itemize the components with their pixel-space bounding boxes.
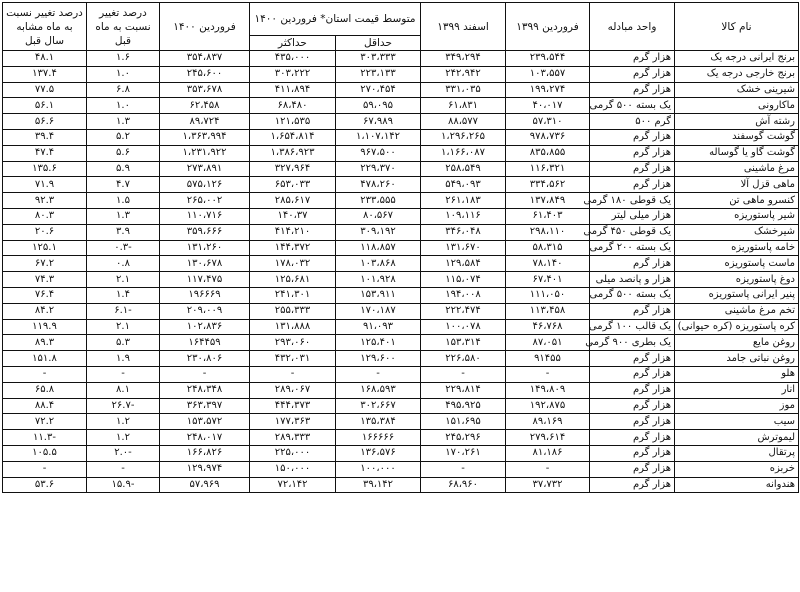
min-price-cell: ۱۰۰،۰۰۰ (336, 461, 421, 477)
header-farvardin-1400: فروردین ۱۴۰۰ (160, 3, 250, 51)
max-price-cell: ۲۹۳،۰۶۰ (250, 335, 336, 351)
min-price-cell: ۱۲۹،۶۰۰ (336, 351, 421, 367)
farvardin-1399-cell: ۶۷،۴۰۱ (506, 272, 590, 288)
table-row (3, 382, 799, 398)
min-price-cell: ۱۶۸،۵۹۳ (336, 382, 421, 398)
table-row (3, 161, 799, 177)
farvardin-1400-cell: ۱۲۹،۹۷۴ (160, 461, 250, 477)
change-year-cell: ۴۷.۴ (3, 145, 87, 161)
header-farvardin-1399: فروردین ۱۳۹۹ (506, 3, 590, 51)
table-row (3, 335, 799, 351)
farvardin-1400-cell: ۵۷،۹۶۹ (160, 477, 250, 493)
table-row (3, 224, 799, 240)
table-row (3, 82, 799, 98)
change-month-cell: ۵.۲ (87, 129, 160, 145)
farvardin-1400-cell: ۲۶۵،۰۰۲ (160, 193, 250, 209)
change-month-cell: ۵.۳ (87, 335, 160, 351)
change-month-cell: ۵.۹ (87, 161, 160, 177)
unit-cell: هزار گرم (590, 82, 675, 98)
unit-cell: یک قالب ۱۰۰ گرمی (590, 319, 675, 335)
change-year-cell: ۸۸.۴ (3, 398, 87, 414)
change-month-cell: ۱.۵ (87, 193, 160, 209)
max-price-cell: ۱۴۰،۳۷ (250, 208, 336, 224)
farvardin-1399-cell: ۸۹،۱۶۹ (506, 414, 590, 430)
change-month-cell: ۱.۴ (87, 287, 160, 303)
max-price-cell: ۴۱۱،۸۹۴ (250, 82, 336, 98)
min-price-cell: ۳۰۳،۳۳۳ (336, 51, 421, 67)
unit-cell: هزار گرم (590, 398, 675, 414)
min-price-cell: ۳۰۹،۱۹۲ (336, 224, 421, 240)
price-table (2, 2, 799, 493)
farvardin-1399-cell: ۱۴۹،۸۰۹ (506, 382, 590, 398)
farvardin-1399-cell: ۲۷۹،۶۱۴ (506, 430, 590, 446)
change-month-cell: ۱.۳ (87, 114, 160, 130)
unit-cell: هزار گرم (590, 51, 675, 67)
farvardin-1400-cell: ۱۵۳،۵۷۲ (160, 414, 250, 430)
farvardin-1400-cell: ۸۹،۷۲۴ (160, 114, 250, 130)
farvardin-1400-cell: ۲۰۹،۰۰۹ (160, 303, 250, 319)
farvardin-1399-cell: - (506, 366, 590, 382)
change-year-cell: ۵۶.۱ (3, 98, 87, 114)
change-month-cell: -۲.۰ (87, 445, 160, 461)
esfand-1399-cell: ۲۲۶،۵۸۰ (421, 351, 506, 367)
farvardin-1400-cell: ۲۴۸،۳۴۸ (160, 382, 250, 398)
farvardin-1400-cell: ۳۶۳،۳۹۷ (160, 398, 250, 414)
change-year-cell: ۳۹.۴ (3, 129, 87, 145)
max-price-cell: ۱۷۸،۰۳۲ (250, 256, 336, 272)
change-year-cell: ۷۴.۳ (3, 272, 87, 288)
min-price-cell: ۱۵۳،۹۱۱ (336, 287, 421, 303)
change-year-cell: ۱۱۹.۹ (3, 319, 87, 335)
max-price-cell: ۶۵۳،۰۳۳ (250, 177, 336, 193)
max-price-cell: ۴۴۴،۳۷۳ (250, 398, 336, 414)
farvardin-1400-cell: ۱۱۷،۴۷۵ (160, 272, 250, 288)
unit-cell: گرم ۵۰۰ (590, 114, 675, 130)
farvardin-1400-cell: ۱۰۲،۸۳۶ (160, 319, 250, 335)
min-price-cell: ۳۹،۱۴۲ (336, 477, 421, 493)
change-month-cell: ۱.۲ (87, 414, 160, 430)
table-row (3, 430, 799, 446)
max-price-cell: ۳۲۷،۹۶۴ (250, 161, 336, 177)
change-year-cell: ۱۲۵.۱ (3, 240, 87, 256)
header-max: حداکثر (250, 36, 336, 51)
unit-cell: هزار میلی لیتر (590, 208, 675, 224)
unit-cell: هزار گرم (590, 161, 675, 177)
farvardin-1400-cell: ۳۵۳،۶۷۸ (160, 82, 250, 98)
farvardin-1400-cell: ۳۵۹،۶۶۶ (160, 224, 250, 240)
change-month-cell: ۱.۳ (87, 208, 160, 224)
esfand-1399-cell: ۱۰۹،۱۱۶ (421, 208, 506, 224)
change-month-cell: ۴.۷ (87, 177, 160, 193)
farvardin-1399-cell: ۱۳۷،۸۴۹ (506, 193, 590, 209)
min-price-cell: ۴۷۸،۲۶۰ (336, 177, 421, 193)
unit-cell: هزار گرم (590, 66, 675, 82)
item-name-cell: موز (675, 398, 799, 414)
unit-cell: هزار گرم (590, 477, 675, 493)
farvardin-1399-cell: ۲۳۹،۵۴۴ (506, 51, 590, 67)
farvardin-1400-cell: - (160, 366, 250, 382)
esfand-1399-cell: ۱۳۱،۶۷۰ (421, 240, 506, 256)
item-name-cell: روغن مایع (675, 335, 799, 351)
max-price-cell: - (250, 366, 336, 382)
unit-cell: هزار گرم (590, 145, 675, 161)
unit-cell: هزار گرم (590, 445, 675, 461)
change-year-cell: ۱۵۱.۸ (3, 351, 87, 367)
min-price-cell: ۲۳۳،۵۵۵ (336, 193, 421, 209)
item-name-cell: روغن نباتی جامد (675, 351, 799, 367)
max-price-cell: ۱۴۴،۳۷۲ (250, 240, 336, 256)
change-year-cell: - (3, 461, 87, 477)
unit-cell: هزار گرم (590, 430, 675, 446)
change-year-cell: ۸۴.۲ (3, 303, 87, 319)
min-price-cell: ۱۷۰،۱۸۷ (336, 303, 421, 319)
farvardin-1399-cell: - (506, 461, 590, 477)
header-change-month: درصد تغییر نسبت به ماه قبل (87, 3, 160, 51)
item-name-cell: خامه پاستوریزه (675, 240, 799, 256)
farvardin-1399-cell: ۶۱،۴۰۳ (506, 208, 590, 224)
farvardin-1399-cell: ۳۳۴،۵۶۲ (506, 177, 590, 193)
esfand-1399-cell: ۱،۲۹۶،۲۶۵ (421, 129, 506, 145)
item-name-cell: لیموترش (675, 430, 799, 446)
change-month-cell: ۱.۶ (87, 51, 160, 67)
farvardin-1400-cell: ۱۱۰،۷۱۶ (160, 208, 250, 224)
min-price-cell: ۹۶۷،۵۰۰ (336, 145, 421, 161)
max-price-cell: ۳۰۳،۲۲۲ (250, 66, 336, 82)
unit-cell: هزار گرم (590, 256, 675, 272)
change-year-cell: ۲۰.۶ (3, 224, 87, 240)
change-month-cell: -۰.۳ (87, 240, 160, 256)
farvardin-1399-cell: ۷۸،۱۴۰ (506, 256, 590, 272)
table-row (3, 51, 799, 67)
max-price-cell: ۴۳۲،۰۳۱ (250, 351, 336, 367)
farvardin-1399-cell: ۹۷۸،۷۳۶ (506, 129, 590, 145)
farvardin-1399-cell: ۱۱۳،۴۵۸ (506, 303, 590, 319)
table-body (3, 51, 799, 493)
farvardin-1400-cell: ۲۷۳،۸۹۱ (160, 161, 250, 177)
table-row (3, 145, 799, 161)
max-price-cell: ۱۳۱،۸۸۸ (250, 319, 336, 335)
min-price-cell: ۱۶۶۶۶۶ (336, 430, 421, 446)
change-year-cell: ۷۱.۹ (3, 177, 87, 193)
farvardin-1399-cell: ۸۳۵،۸۵۵ (506, 145, 590, 161)
item-name-cell: خربزه (675, 461, 799, 477)
change-month-cell: ۱.۰ (87, 98, 160, 114)
table-row (3, 287, 799, 303)
change-month-cell: ۲.۱ (87, 272, 160, 288)
farvardin-1399-cell: ۴۰،۰۱۷ (506, 98, 590, 114)
change-month-cell: ۱.۰ (87, 66, 160, 82)
change-year-cell: ۷۲.۲ (3, 414, 87, 430)
unit-cell: هزار گرم (590, 382, 675, 398)
change-year-cell: ۱۳۷.۴ (3, 66, 87, 82)
max-price-cell: ۱۵۰،۰۰۰ (250, 461, 336, 477)
change-year-cell: ۸۹.۳ (3, 335, 87, 351)
max-price-cell: ۲۵۵،۳۳۳ (250, 303, 336, 319)
esfand-1399-cell: ۱۱۵،۰۷۴ (421, 272, 506, 288)
farvardin-1399-cell: ۱۹۲،۸۷۵ (506, 398, 590, 414)
min-price-cell: ۱۲۵،۴۰۱ (336, 335, 421, 351)
farvardin-1400-cell: ۲۳۰،۸۰۶ (160, 351, 250, 367)
farvardin-1399-cell: ۵۸،۳۱۵ (506, 240, 590, 256)
min-price-cell: ۸۰،۵۶۷ (336, 208, 421, 224)
unit-cell: یک بسته ۵۰۰ گرمی (590, 98, 675, 114)
item-name-cell: کره پاستوریزه (کره حیوانی) (675, 319, 799, 335)
max-price-cell: ۲۸۹،۳۳۳ (250, 430, 336, 446)
farvardin-1399-cell: ۱۰۳،۵۵۷ (506, 66, 590, 82)
table-row (3, 477, 799, 493)
esfand-1399-cell: ۶۱،۸۳۱ (421, 98, 506, 114)
item-name-cell: تخم مرغ ماشینی (675, 303, 799, 319)
esfand-1399-cell: ۲۴۲،۹۴۲ (421, 66, 506, 82)
max-price-cell: ۷۲،۱۴۲ (250, 477, 336, 493)
item-name-cell: گوشت گاو یا گوساله (675, 145, 799, 161)
change-year-cell: ۸۰.۳ (3, 208, 87, 224)
table-row (3, 129, 799, 145)
change-month-cell: - (87, 461, 160, 477)
table-row (3, 398, 799, 414)
change-month-cell: - (87, 366, 160, 382)
max-price-cell: ۴۳۵،۰۰۰ (250, 51, 336, 67)
change-year-cell: ۱۳۵.۶ (3, 161, 87, 177)
table-row (3, 366, 799, 382)
min-price-cell: ۲۲۹،۳۷۰ (336, 161, 421, 177)
esfand-1399-cell: - (421, 366, 506, 382)
change-month-cell: -۶.۱ (87, 303, 160, 319)
farvardin-1399-cell: ۵۷،۳۱۰ (506, 114, 590, 130)
farvardin-1399-cell: ۱۹۹،۲۷۴ (506, 82, 590, 98)
change-year-cell: ۶۷.۲ (3, 256, 87, 272)
table-row (3, 208, 799, 224)
esfand-1399-cell: ۱۵۳،۳۱۴ (421, 335, 506, 351)
farvardin-1400-cell: ۱۶۶،۸۲۶ (160, 445, 250, 461)
min-price-cell: ۱،۱۰۷،۱۴۲ (336, 129, 421, 145)
change-year-cell: ۱۰۵.۵ (3, 445, 87, 461)
unit-cell: یک قوطی ۴۵۰ گرمی (590, 224, 675, 240)
min-price-cell: ۵۹،۰۹۵ (336, 98, 421, 114)
min-price-cell: ۲۷۰،۴۵۴ (336, 82, 421, 98)
change-month-cell: ۲.۱ (87, 319, 160, 335)
farvardin-1399-cell: ۲۹۸،۱۱۰ (506, 224, 590, 240)
unit-cell: یک بسته ۲۰۰ گرمی (590, 240, 675, 256)
item-name-cell: ماکارونی (675, 98, 799, 114)
farvardin-1400-cell: ۶۲،۴۵۸ (160, 98, 250, 114)
unit-cell: هزار گرم (590, 129, 675, 145)
table-row (3, 414, 799, 430)
farvardin-1400-cell: ۱۳۰،۶۷۸ (160, 256, 250, 272)
unit-cell: هزار گرم (590, 351, 675, 367)
max-price-cell: ۱،۳۸۶،۹۲۳ (250, 145, 336, 161)
esfand-1399-cell: ۱۰۰،۰۷۸ (421, 319, 506, 335)
change-year-cell: ۹۲.۳ (3, 193, 87, 209)
item-name-cell: هندوانه (675, 477, 799, 493)
change-month-cell: ۵.۶ (87, 145, 160, 161)
esfand-1399-cell: - (421, 461, 506, 477)
change-year-cell: ۵۳.۶ (3, 477, 87, 493)
item-name-cell: انار (675, 382, 799, 398)
unit-cell: هزار گرم (590, 177, 675, 193)
header-esfand-1399: اسفند ۱۳۹۹ (421, 3, 506, 51)
esfand-1399-cell: ۱۹۴،۰۰۸ (421, 287, 506, 303)
change-year-cell: - (3, 366, 87, 382)
change-month-cell: ۳.۹ (87, 224, 160, 240)
item-name-cell: هلو (675, 366, 799, 382)
farvardin-1399-cell: ۱۱۱،۰۵۰ (506, 287, 590, 303)
table-row (3, 445, 799, 461)
unit-cell: هزار گرم (590, 303, 675, 319)
change-month-cell: -۲۶.۷ (87, 398, 160, 414)
item-name-cell: گوشت گوسفند (675, 129, 799, 145)
max-price-cell: ۶۸،۴۸۰ (250, 98, 336, 114)
esfand-1399-cell: ۳۳۱،۰۳۵ (421, 82, 506, 98)
farvardin-1399-cell: ۴۶،۷۶۸ (506, 319, 590, 335)
change-month-cell: ۶.۸ (87, 82, 160, 98)
unit-cell: هزار گرم (590, 366, 675, 382)
item-name-cell: ماست پاستوریزه (675, 256, 799, 272)
header-change-year: درصد تغییر نسبت به ماه مشابه سال قبل (3, 3, 87, 51)
table-row (3, 461, 799, 477)
change-year-cell: ۷۶.۴ (3, 287, 87, 303)
esfand-1399-cell: ۴۹۵،۹۲۵ (421, 398, 506, 414)
item-name-cell: شیر پاستوریزه (675, 208, 799, 224)
min-price-cell: ۱۰۱،۹۲۸ (336, 272, 421, 288)
change-month-cell: ۱.۲ (87, 430, 160, 446)
esfand-1399-cell: ۲۲۲،۴۷۴ (421, 303, 506, 319)
min-price-cell: ۶۷،۹۸۹ (336, 114, 421, 130)
table-row (3, 177, 799, 193)
esfand-1399-cell: ۲۲۹،۸۱۴ (421, 382, 506, 398)
unit-cell: هزار گرم (590, 414, 675, 430)
table-row (3, 114, 799, 130)
farvardin-1399-cell: ۸۷،۰۵۱ (506, 335, 590, 351)
table-row (3, 303, 799, 319)
item-name-cell: ماهی قزل آلا (675, 177, 799, 193)
min-price-cell: ۱۳۶،۵۷۶ (336, 445, 421, 461)
esfand-1399-cell: ۸۸،۵۷۷ (421, 114, 506, 130)
max-price-cell: ۲۸۹،۰۶۷ (250, 382, 336, 398)
unit-cell: یک قوطی ۱۸۰ گرمی (590, 193, 675, 209)
max-price-cell: ۲۲۵،۰۰۰ (250, 445, 336, 461)
max-price-cell: ۲۸۵،۶۱۷ (250, 193, 336, 209)
item-name-cell: پنیر ایرانی پاستوریزه (675, 287, 799, 303)
esfand-1399-cell: ۲۶۱،۱۸۳ (421, 193, 506, 209)
change-month-cell: ۸.۱ (87, 382, 160, 398)
max-price-cell: ۱۷۷،۳۶۳ (250, 414, 336, 430)
item-name-cell: شیرخشک (675, 224, 799, 240)
unit-cell: یک بسته ۵۰۰ گرمی (590, 287, 675, 303)
farvardin-1400-cell: ۱۳۱،۲۶۰ (160, 240, 250, 256)
item-name-cell: برنج ایرانی درجه یک (675, 51, 799, 67)
farvardin-1399-cell: ۸۱،۱۸۶ (506, 445, 590, 461)
table-row (3, 319, 799, 335)
esfand-1399-cell: ۵۴۹،۰۹۳ (421, 177, 506, 193)
header-unit: واحد مبادله (590, 3, 675, 51)
min-price-cell: ۳۰۲،۶۶۷ (336, 398, 421, 414)
table-row (3, 272, 799, 288)
farvardin-1400-cell: ۲۴۵،۶۰۰ (160, 66, 250, 82)
item-name-cell: برنج خارجی درجه یک (675, 66, 799, 82)
unit-cell: هزار و پانصد میلی (590, 272, 675, 288)
esfand-1399-cell: ۲۵۸،۵۴۹ (421, 161, 506, 177)
change-month-cell: ۰.۸ (87, 256, 160, 272)
farvardin-1400-cell: ۱۹۶۶۶۹ (160, 287, 250, 303)
max-price-cell: ۱۲۵،۶۸۱ (250, 272, 336, 288)
header-item: نام کالا (675, 3, 799, 51)
item-name-cell: سیب (675, 414, 799, 430)
item-name-cell: شیرینی خشک (675, 82, 799, 98)
esfand-1399-cell: ۱۷۰،۲۶۱ (421, 445, 506, 461)
header-min: حداقل (336, 36, 421, 51)
min-price-cell: - (336, 366, 421, 382)
esfand-1399-cell: ۱،۱۶۶،۰۸۷ (421, 145, 506, 161)
change-year-cell: -۱۱.۳ (3, 430, 87, 446)
min-price-cell: ۱۳۵،۳۸۴ (336, 414, 421, 430)
unit-cell: هزار گرم (590, 461, 675, 477)
item-name-cell: مرغ ماشینی (675, 161, 799, 177)
farvardin-1399-cell: ۱۱۶،۳۲۱ (506, 161, 590, 177)
farvardin-1400-cell: ۱،۳۶۳،۹۹۴ (160, 129, 250, 145)
max-price-cell: ۱۲۱،۵۳۵ (250, 114, 336, 130)
min-price-cell: ۱۰۳،۸۶۸ (336, 256, 421, 272)
farvardin-1400-cell: ۱۶۴۴۵۹ (160, 335, 250, 351)
change-year-cell: ۶۵.۸ (3, 382, 87, 398)
farvardin-1399-cell: ۳۷،۷۳۲ (506, 477, 590, 493)
item-name-cell: پرتقال (675, 445, 799, 461)
item-name-cell: رشته آش (675, 114, 799, 130)
unit-cell: یک بطری ۹۰۰ گرمی (590, 335, 675, 351)
change-year-cell: ۷۷.۵ (3, 82, 87, 98)
farvardin-1400-cell: ۳۵۴،۸۳۷ (160, 51, 250, 67)
change-month-cell: -۱۵.۹ (87, 477, 160, 493)
change-month-cell: ۱.۹ (87, 351, 160, 367)
farvardin-1399-cell: ۹۱۴۵۵ (506, 351, 590, 367)
table-row (3, 256, 799, 272)
max-price-cell: ۴۱۴،۲۱۰ (250, 224, 336, 240)
esfand-1399-cell: ۱۵۱،۶۹۵ (421, 414, 506, 430)
max-price-cell: ۱،۶۵۴،۸۱۴ (250, 129, 336, 145)
table-row (3, 351, 799, 367)
change-year-cell: ۵۶.۶ (3, 114, 87, 130)
esfand-1399-cell: ۱۲۹،۵۸۴ (421, 256, 506, 272)
table-row (3, 240, 799, 256)
farvardin-1400-cell: ۲۴۸،۰۱۷ (160, 430, 250, 446)
max-price-cell: ۲۴۱،۳۰۱ (250, 287, 336, 303)
min-price-cell: ۹۱،۰۹۳ (336, 319, 421, 335)
table-row (3, 66, 799, 82)
min-price-cell: ۱۱۸،۸۵۷ (336, 240, 421, 256)
min-price-cell: ۲۲۳،۱۳۳ (336, 66, 421, 82)
farvardin-1400-cell: ۵۷۵،۱۲۶ (160, 177, 250, 193)
esfand-1399-cell: ۶۸،۹۶۰ (421, 477, 506, 493)
esfand-1399-cell: ۳۴۶،۰۴۸ (421, 224, 506, 240)
esfand-1399-cell: ۲۴۵،۲۹۶ (421, 430, 506, 446)
change-year-cell: ۴۸.۱ (3, 51, 87, 67)
esfand-1399-cell: ۳۴۹،۲۹۴ (421, 51, 506, 67)
table-row (3, 193, 799, 209)
farvardin-1400-cell: ۱،۲۳۱،۹۲۲ (160, 145, 250, 161)
item-name-cell: کنسرو ماهی تن (675, 193, 799, 209)
table-row (3, 98, 799, 114)
item-name-cell: دوغ پاستوریزه (675, 272, 799, 288)
header-avg-price-group: متوسط قیمت استان* فروردین ۱۴۰۰ (250, 3, 421, 36)
